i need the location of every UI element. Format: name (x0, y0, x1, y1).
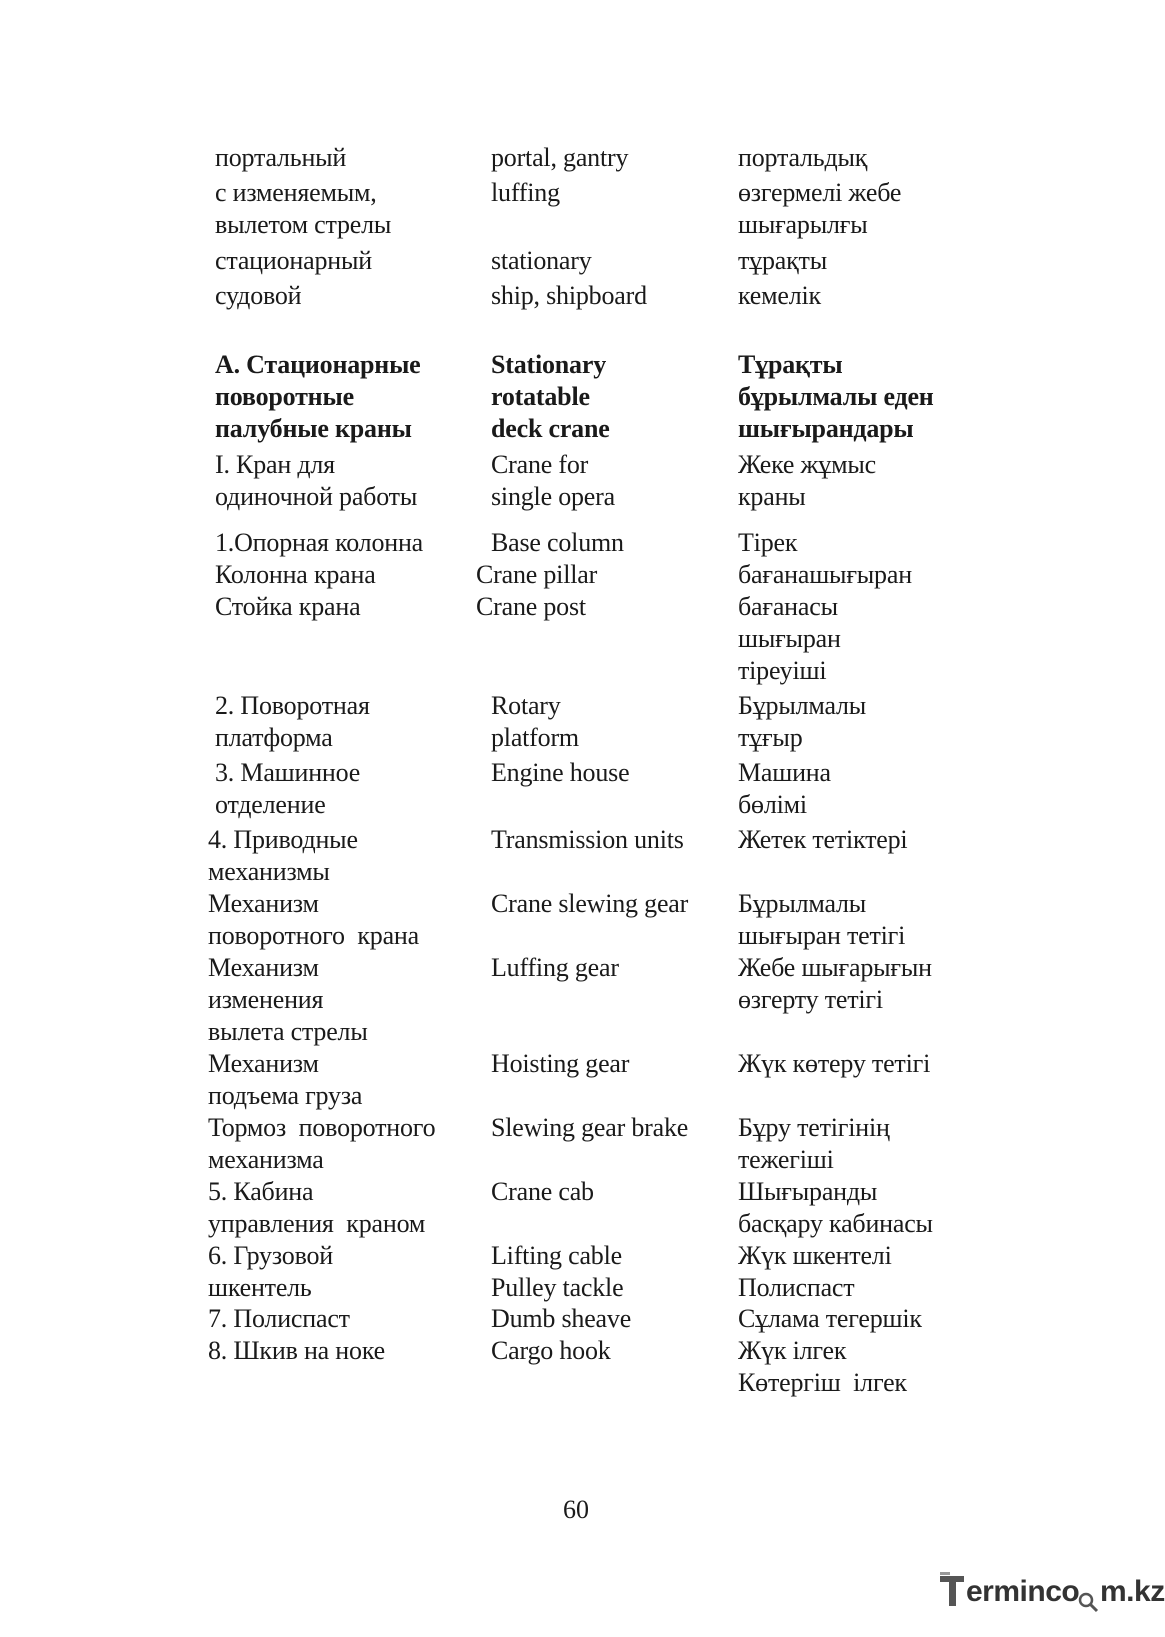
term-kz: Жүк көтеру тетігі (738, 1049, 931, 1078)
term-ru: I. Кран для одиночной работы (215, 450, 418, 511)
term-ru: стационарный (215, 246, 372, 275)
term-ru: 2. Поворотная платформа (215, 691, 370, 752)
term-ru: 3. Машинное отделение (215, 758, 361, 819)
watermark-text-domain: m.kz (1100, 1575, 1165, 1608)
term-ru: с изменяемым, вылетом стрелы (215, 178, 392, 239)
term-ru: 7. Полиспаст 8. Шкив на ноке (208, 1304, 385, 1365)
term-en: Engine house (491, 758, 630, 787)
term-ru: Тормоз поворотного механизма (208, 1113, 436, 1174)
term-en: portal, gantry (491, 143, 629, 172)
term-kz: Тірек бағанашығыран бағанасы шығыран тіреуіші (738, 528, 912, 685)
term-kz: Бұрылмалы тұғыр (738, 691, 867, 752)
term-kz: Бұру тетігінің тежегіші (738, 1113, 890, 1174)
section-heading-ru: А. Стационарные поворотные палубные краны (215, 350, 421, 443)
term-kz: тұрақты (738, 246, 827, 275)
term-ru: портальный (215, 143, 347, 172)
term-kz: өзгермелі жебе шығарылғы (738, 178, 902, 239)
term-kz: кемелік (738, 281, 821, 310)
term-en: Crane for single opera (491, 450, 615, 511)
term-en: Crane slewing gear (491, 889, 689, 918)
term-kz: портальдық (738, 143, 868, 172)
term-ru: 6. Грузовой шкентель (208, 1241, 333, 1302)
magnifier-icon (1077, 1591, 1099, 1613)
term-kz: Жебе шығарығын өзгерту тетігі (738, 953, 932, 1014)
term-en: Rotary platform (491, 691, 579, 752)
term-kz: Сұлама тегершік Жүк ілгек Көтергіш ілгек (738, 1304, 922, 1397)
term-en: Lifting cable Pulley tackle (491, 1241, 624, 1302)
term-en: Crane pillar Crane post (476, 560, 598, 621)
term-en: Hoisting gear (491, 1049, 630, 1078)
section-heading-en: Stationary rotatable deck crane (491, 350, 610, 443)
term-ru: Механизм изменения вылета стрелы (208, 953, 368, 1046)
term-en: Base column (491, 528, 624, 557)
term-ru: Колонна крана Стойка крана (215, 560, 376, 621)
term-en: ship, shipboard (491, 281, 647, 310)
term-en: Luffing gear (491, 953, 619, 982)
term-ru: 4. Приводные механизмы (208, 825, 358, 886)
term-kz: Жүк шкентелі Полиспаст (738, 1241, 892, 1302)
term-en: Slewing gear brake (491, 1113, 689, 1142)
term-en: Transmission units (491, 825, 684, 854)
watermark-text: ermincо (966, 1575, 1080, 1608)
term-ru: 1.Опорная колонна (215, 528, 424, 557)
term-kz: Жеке жұмыс краны (738, 450, 876, 511)
term-kz: Машина бөлімі (738, 758, 831, 819)
logo-t-icon (938, 1572, 968, 1612)
section-heading-kz: Тұрақты бұрылмалы еден шығырандары (738, 350, 934, 443)
term-en: luffing (491, 178, 560, 207)
term-kz: Жетек тетіктері (738, 825, 908, 854)
watermark-logo (938, 1572, 1165, 1612)
page-number: 60 (563, 1495, 589, 1524)
term-ru: 5. Кабина управления краном (208, 1177, 426, 1238)
term-en: stationary (491, 246, 592, 275)
term-ru: Механизм подъема груза (208, 1049, 363, 1110)
term-kz: Бұрылмалы шығыран тетігі (738, 889, 906, 950)
term-en: Dumb sheave Cargo hook (491, 1304, 632, 1365)
term-ru: Механизм поворотного крана (208, 889, 419, 950)
term-kz: Шығыранды басқару кабинасы (738, 1177, 933, 1238)
term-en: Crane cab (491, 1177, 594, 1206)
term-ru: судовой (215, 281, 302, 310)
